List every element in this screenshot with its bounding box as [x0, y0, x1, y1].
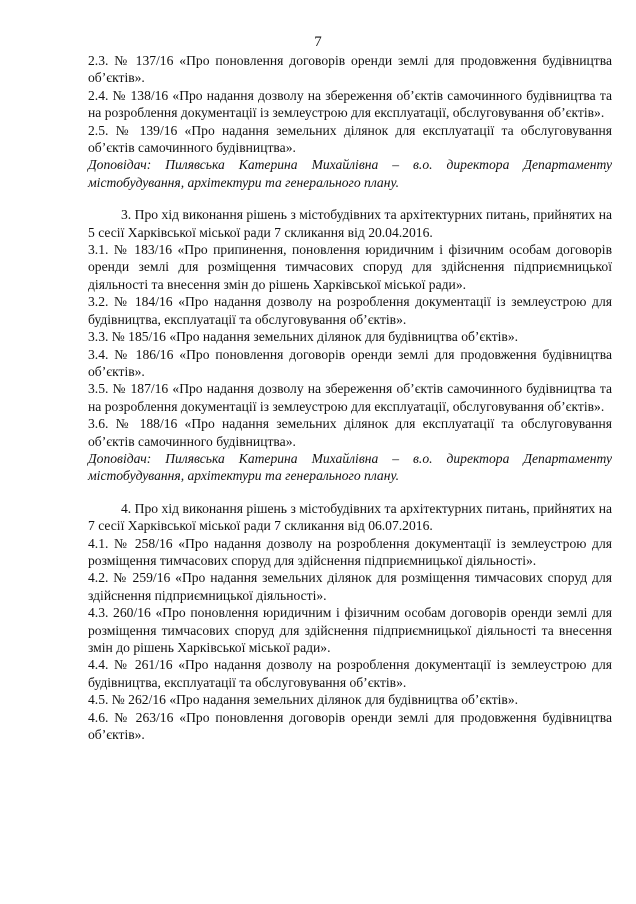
agenda-item-2-5: 2.5. № 139/16 «Про надання земельних ділянок для експлуатації та обслуговування об’єктів самочинного будівництва».	[88, 122, 612, 156]
agenda-item-3-5: 3.5. № 187/16 «Про надання дозволу на збереження об’єктів самочинного будівництва та на розроблення документації із землеустрою для експлуатації, обслуговування об’єктів».	[88, 381, 612, 414]
speaker-line: Доповідач: Пилявська Катерина Михайлівна – в.о. директора Департаменту містобудування, архітектури та генерального плану.	[88, 157, 612, 190]
agenda-item-3-4: 3.4. № 186/16 «Про поновлення договорів оренди землі для продовження будівництва об’єктів».	[88, 346, 612, 379]
agenda-item-3-6: 3.6. № 188/16 «Про надання земельних ділянок для експлуатації та обслуговування об’єктів самочинного будівництва».	[88, 416, 612, 449]
document-body	[88, 52, 612, 743]
agenda-item-3-3: 3.3. № 185/16 «Про надання земельних ділянок для будівництва об’єктів».	[88, 329, 519, 345]
agenda-item-4-1: 4.1. № 258/16 «Про надання дозволу на розроблення документації із землеустрою для розміщення тимчасових споруд для здійснення підприємницької діяльності».	[88, 535, 612, 568]
section-heading-4: 4. Про хід виконання рішень з містобудівних та архітектурних питань, прийнятих на 7 сесії Харківської міської ради 7 скликання від 06.07.2016.	[88, 500, 612, 534]
agenda-item-4-2: 4.2. № 259/16 «Про надання земельних ділянок для розміщення тимчасових споруд для здійснення підприємницької діяльності».	[88, 570, 612, 603]
speaker-line: Доповідач: Пилявська Катерина Михайлівна – в.о. директора Департаменту містобудування, архітектури та генерального плану.	[88, 450, 612, 484]
agenda-item-4-3: 4.3. 260/16 «Про поновлення юридичним і фізичним особам договорів оренди землі для розміщення тимчасових споруд для здійснення підприємницької діяльності та внесення змін до рішень Харківської міської ради».	[88, 605, 612, 655]
agenda-item-2-4: 2.4. № 138/16 «Про надання дозволу на збереження об’єктів самочинного будівництва та на розроблення документації із землеустрою для експлуатації, обслуговування об’єктів».	[88, 87, 612, 121]
agenda-item-2-3: 2.3. № 137/16 «Про поновлення договорів оренди землі для продовження будівництва об’єктів».	[88, 53, 612, 86]
agenda-item-4-4: 4.4. № 261/16 «Про надання дозволу на розроблення документації із землеустрою для будівництва, експлуатації та обслуговування об’єктів».	[88, 657, 612, 690]
section-heading-3: 3. Про хід виконання рішень з містобудівних та архітектурних питань, прийнятих на 5 сесії Харківської міської ради 7 скликання від 20.04.2016.	[88, 207, 612, 240]
agenda-item-4-5: 4.5. № 262/16 «Про надання земельних ділянок для будівництва об’єктів».	[88, 692, 519, 708]
page-number: 7	[314, 34, 322, 50]
agenda-item-3-1: 3.1. № 183/16 «Про припинення, поновлення юридичним і фізичним особам договорів оренди землі для розміщення тимчасових споруд для здійснення підприємницької діяльності та внесення змін до рішень Харківської міської ради».	[88, 242, 612, 292]
agenda-item-3-2: 3.2. № 184/16 «Про надання дозволу на розроблення документації із землеустрою для будівництва, експлуатації та обслуговування об’єктів».	[88, 294, 612, 327]
agenda-item-4-6: 4.6. № 263/16 «Про поновлення договорів оренди землі для продовження будівництва об’єктів».	[88, 709, 612, 743]
